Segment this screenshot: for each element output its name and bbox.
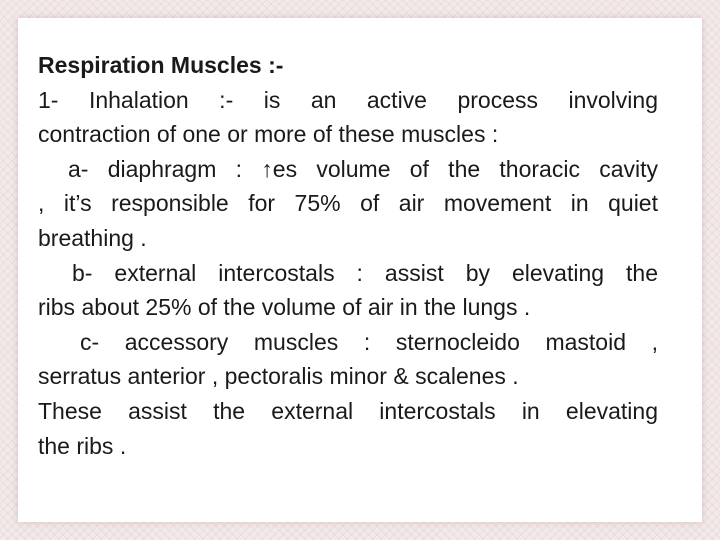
text-line-responsible: , it’s responsible for 75% of air movement in quiet (38, 190, 658, 217)
text-line-accessory-muscles: c- accessory muscles : sternocleido mastoid , (80, 328, 658, 355)
text-line-serratus: serratus anterior , pectoralis minor & scalenes . (38, 363, 519, 390)
text-line-contraction: contraction of one or more of these muscles : (38, 121, 499, 148)
text-line-ribs-volume: ribs about 25% of the volume of air in the lungs . (38, 294, 531, 321)
text-line-these-assist: These assist the external intercostals in elevating (38, 397, 658, 424)
text-line-the-ribs: the ribs . (38, 432, 127, 459)
slide-content (38, 48, 658, 463)
text-line-breathing: breathing . (38, 224, 147, 251)
slide-title: Respiration Muscles :- (38, 52, 284, 78)
text-line-inhalation: 1- Inhalation :- is an active process involving (38, 86, 658, 113)
text-line-external-intercostals: b- external intercostals : assist by elevating the (72, 259, 658, 286)
text-line-diaphragm: a- diaphragm : ↑es volume of the thoracic cavity (68, 155, 658, 182)
